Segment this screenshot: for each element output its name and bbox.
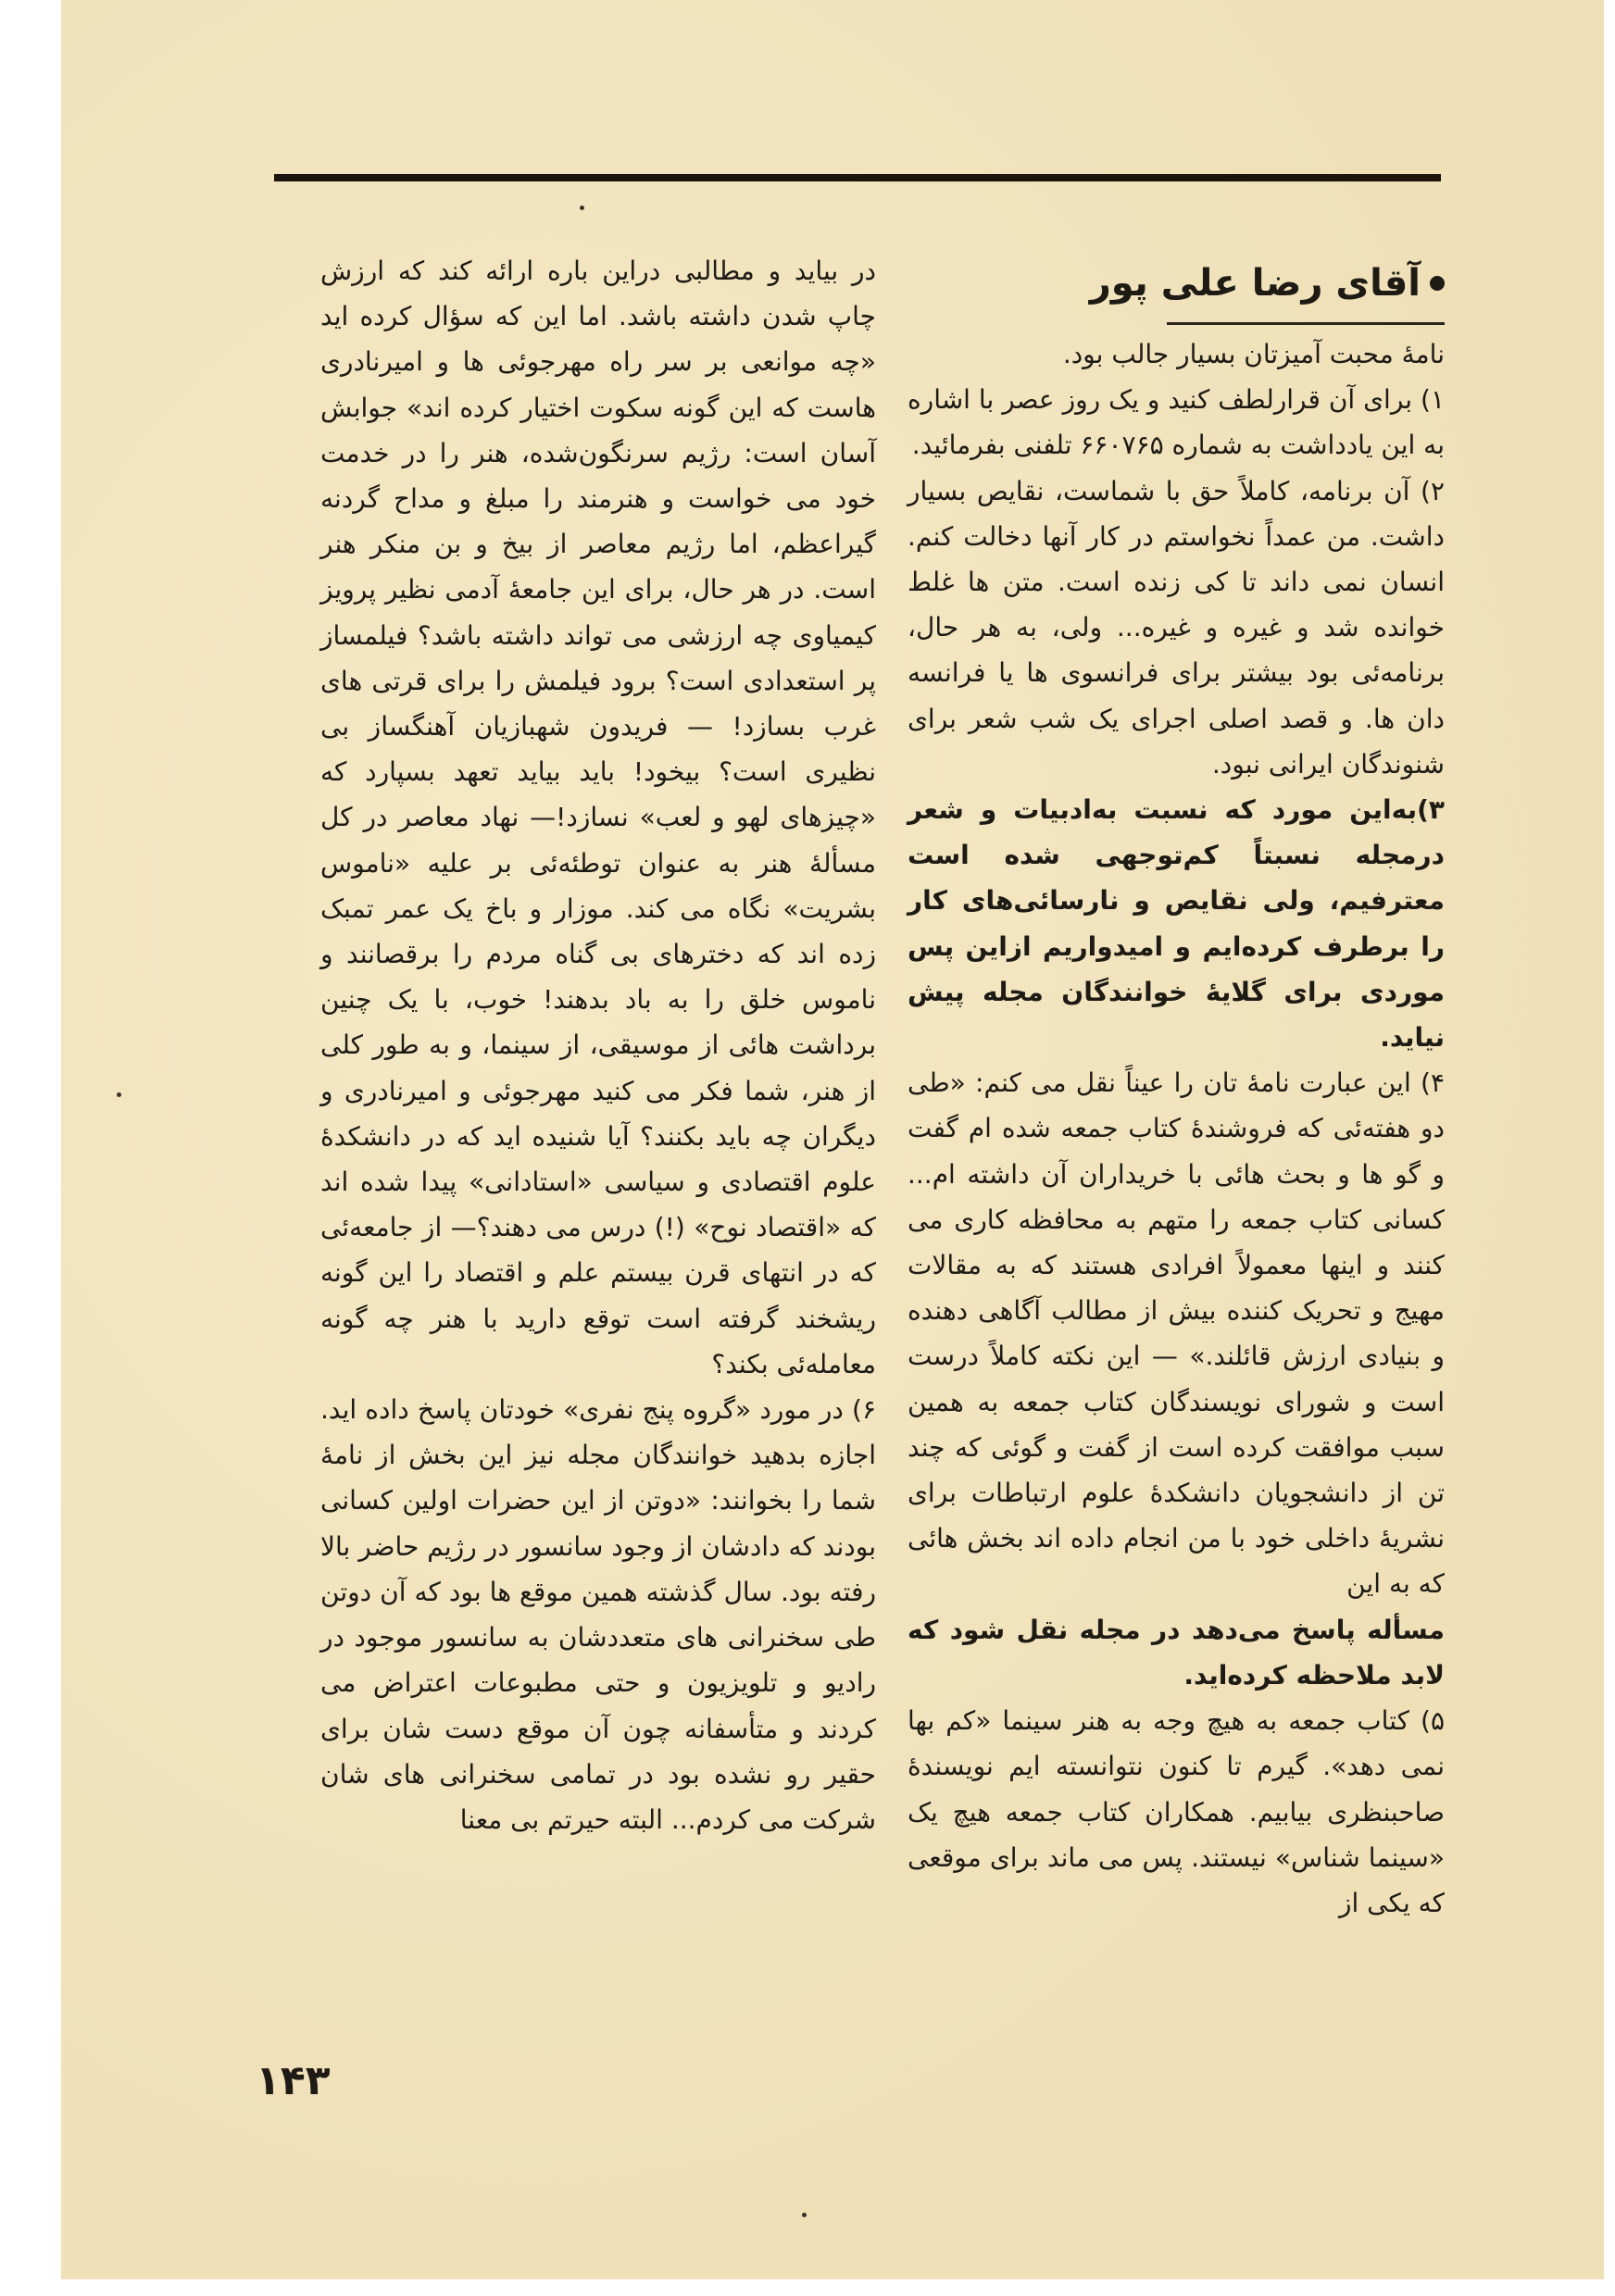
- left-column: [320, 248, 876, 1842]
- paragraph: نامهٔ محبت آمیزتان بسیار جالب بود.: [1062, 339, 1445, 369]
- magazine-page: [61, 0, 1604, 2279]
- ink-speck: [802, 2213, 807, 2217]
- paragraph: ۴) این عبارت نامهٔ تان را عیناً نقل می کنم: «طی دو هفته‌ئی که فروشندهٔ کتاب جمعه شده ام گفت و گو ها و بحث هائی با خریداران آن داشته ام... کسانی کتاب جمعه را متهم به محافظه کاری می کنند و اینها معمولاً افرادی هستند که به مقالات مهیج و تحریک کننده بیش از مطالب آگاهی دهنده و بنیادی ارزش قائلند.» — این نکته کاملاً درست است و شورای نویسندگان کتاب جمعه به همین سبب موافقت کرده است از گفت و گوئی که چند تن از دانشجویان دانشکدهٔ علوم ارتباطات برای نشریهٔ داخلی خود با من انجام داده اند بخش هائی که به این: [908, 1067, 1445, 1600]
- top-rule: [274, 174, 1441, 181]
- paragraph: ۵) کتاب جمعه به هیچ وجه به هنر سینما «کم بها نمی دهد». گیرم تا کنون نتوانسته ایم نویسندهٔ صاحبنظری بیابیم. همکاران کتاب جمعه هیچ یک «سینما شناس» نیستند. پس می ماند برای موقعی که یکی از: [908, 1705, 1445, 1918]
- recipient-name: آقای رضا علی پور: [1089, 262, 1421, 305]
- ink-speck: [580, 206, 584, 210]
- paragraph: مسأله پاسخ می‌دهد در مجله نقل شود که لابد ملاحظه کرده‌اید.: [908, 1614, 1445, 1691]
- heading-underline: [1167, 322, 1445, 325]
- paragraph: ۱) برای آن قرارلطف کنید و یک روز عصر با اشاره به این یادداشت به شماره ۶۶۰۷۶۵ تلفنی بفرمائید.: [908, 384, 1445, 461]
- ink-speck: [117, 1092, 121, 1097]
- right-column: [908, 248, 1445, 1926]
- right-paragraphs: [908, 331, 1445, 1926]
- letter-heading: [908, 256, 1445, 311]
- paragraph: ۶) در مورد «گروه پنج نفری» خودتان پاسخ داده اید. اجازه بدهید خوانندگان مجله نیز این بخش از نامهٔ شما را بخوانند: «دوتن از این حضرات اولین کسانی بودند که دادشان از وجود سانسور در رژیم حاضر بالا رفته بود. سال گذشته همین موقع ها بود که آن دوتن طی سخنرانی های متعددشان به سانسور موجود در رادیو و تلویزیون و حتی مطبوعات اعتراض می کردند و متأسفانه چون آن موقع دست شان برای حقیر رو نشده بود در تمامی سخنرانی های شان شرکت می کردم... البته حیرتم بی معنا: [320, 1394, 876, 1835]
- paragraph: ۲) آن برنامه، کاملاً حق با شماست، نقایص بسیار داشت. من عمداً نخواستم در کار آنها دخالت کنم. انسان نمی داند تا کی زنده است. متن ها غلط خوانده شد و غیره و غیره... ولی، به هر حال، برنامه‌ئی بود بیشتر برای فرانسوی ها یا فرانسه دان ها. و قصد اصلی اجرای یک شب شعر برای شنوندگان ایرانی نبود.: [908, 475, 1445, 780]
- paragraph: در بیاید و مطالبی دراین باره ارائه کند که ارزش چاپ شدن داشته باشد. اما این که سؤال کرده اید «چه موانعی بر سر راه مهرجوئی ها و امیرنادری هاست که این گونه سکوت اختیار کرده اند» جوابش آسان است: رژیم سرنگون‌شده، هنر را در خدمت خود می خواست و هنرمند را مبلغ و مداح گردنه گیراعظم، اما رژیم معاصر از بیخ و بن منکر هنر است. در هر حال، برای این جامعهٔ آدمی نظیر پرویز کیمیاوی چه ارزشی می تواند داشته باشد؟ فیلمساز پر استعدادی است؟ برود فیلمش را برای قرتی های غرب بسازد! — فریدون شهبازیان آهنگساز بی نظیری است؟ بیخود! باید بیاید تعهد بسپارد که «چیزهای لهو و لعب» نسازد!— نهاد معاصر در کل مسألهٔ هنر به عنوان توطئه‌ئی بر علیه «ناموس بشریت» نگاه می کند. موزار و باخ یک عمر تمبک زده اند که دخترهای بی گناه مردم را برقصانند و ناموس خلق را به باد بدهند! خوب، با یک چنین برداشت هائی از موسیقی، از سینما، و به طور کلی از هنر، شما فکر می کنید مهرجوئی و امیرنادری و دیگران چه باید بکنند؟ آیا شنیده اید که در دانشکدهٔ علوم اقتصادی و سیاسی «استادانی» پیدا شده اند که «اقتصاد نوح» (!) درس می دهند؟— از جامعه‌ئی که در انتهای قرن بیستم علم و اقتصاد را این گونه ریشخند گرفته است توقع دارید با هنر چه گونه معامله‌ئی بکند؟: [320, 256, 876, 1379]
- bullet-icon: [1430, 276, 1445, 291]
- page-number: ۱۴۳: [256, 2057, 331, 2104]
- left-paragraphs: [320, 248, 876, 1842]
- paragraph: ۳)به‌این مورد که نسبت به‌ادبیات و شعر درمجله نسبتاً کم‌توجهی شده است معترفیم، ولی نقایص و نارسائی‌های کار را برطرف کرده‌ایم و امیدواریم ازاین پس موردی برای گلایهٔ خوانندگان مجله پیش نیاید.: [908, 794, 1445, 1054]
